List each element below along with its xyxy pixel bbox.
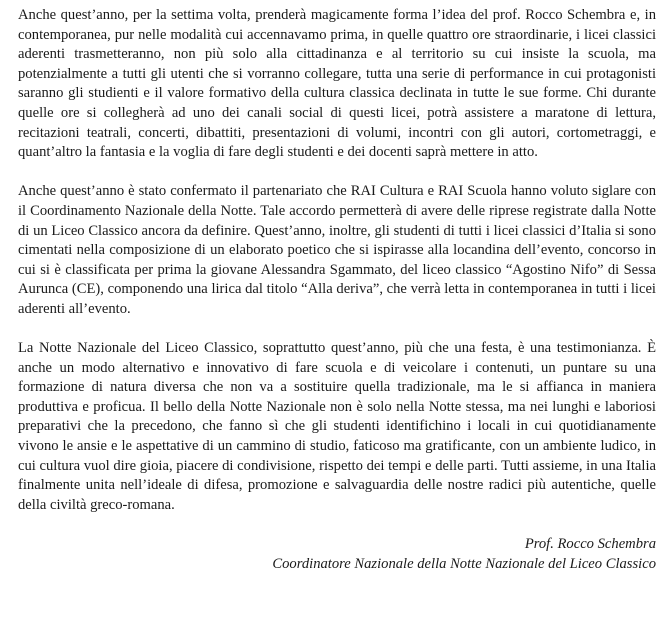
signature-name: Prof. Rocco Schembra xyxy=(524,536,656,553)
document-body xyxy=(18,6,656,574)
signature-role: Coordinatore Nazionale della Notte Nazionale del Liceo Classico xyxy=(272,555,656,572)
paragraph-1: Anche quest’anno, per la settima volta, prenderà magicamente forma l’idea del prof. Rocco Schembra e, in contemporanea, pur nelle modalità cui accennavamo prima, in quelle quattro ore straordinarie, i licei classici aderenti trasmetteranno, non più solo alla cittadinanza e al territorio su cui insiste la scuola, ma potenzialmente a tutti gli utenti che si vorranno collegare, tutta una serie di performance in cui protagonisti saranno gli studienti e il valore formativo della cultura classica declinata in tutte le sue forme. Chi durante quelle ore si collegherà ad uno dei canali social di questi licei, potrà assistere a maratone di lettura, recitazioni teatrali, concerti, dibattiti, presentazioni di volumi, incontri con gli autori, cortometraggi, e quant’altro la fantasia e la voglia di fare degli studenti e dei docenti saprà mettere in atto. xyxy=(18,7,656,161)
signature-block xyxy=(18,535,656,574)
paragraph-3: La Notte Nazionale del Liceo Classico, soprattutto quest’anno, più che una festa, è una testimonianza. È anche un modo alternativo e innovativo di fare scuola e di veicolare i contenuti, un puntare su una formazione di natura diversa che non va a sostituire quella tradizionale, ma le si affianca in maniera produttiva e proficua. Il bello della Notte Nazionale non è solo nella Notte stessa, ma nei lunghi e laboriosi preparativi che la precedono, che fanno sì che gli studenti identifichino i locali in cui quotidianamente vivono le ansie e le aspettative di un cammino di studio, faticoso ma gratificante, con un ambiente ludico, in cui cultura vuol dire gioia, piacere di condivisione, rispetto dei tempi e delle parti. Tutti assieme, in una Italia finalmente unita nell’ideale di difesa, promozione e salvaguardia delle nostre radici più autentiche, quelle della civiltà greco-romana. xyxy=(18,340,656,513)
paragraph-2: Anche quest’anno è stato confermato il partenariato che RAI Cultura e RAI Scuola hanno voluto siglare con il Coordinamento Nazionale della Notte. Tale accordo permetterà di avere delle riprese registrate dalla Notte di un Liceo Classico ancora da definire. Quest’anno, inoltre, gli studenti di tutti i licei classici d’Italia si sono cimentati nella composizione di un elaborato poetico che si ispirasse alla locandina dell’evento, concorso in cui si è classificata per prima la giovane Alessandra Sgammato, del liceo classico “Agostino Nifo” di Sessa Aurunca (CE), componendo una lirica dal titolo “Alla deriva”, che verrà letta in contemporanea in tutti i licei aderenti all’evento. xyxy=(18,183,656,317)
